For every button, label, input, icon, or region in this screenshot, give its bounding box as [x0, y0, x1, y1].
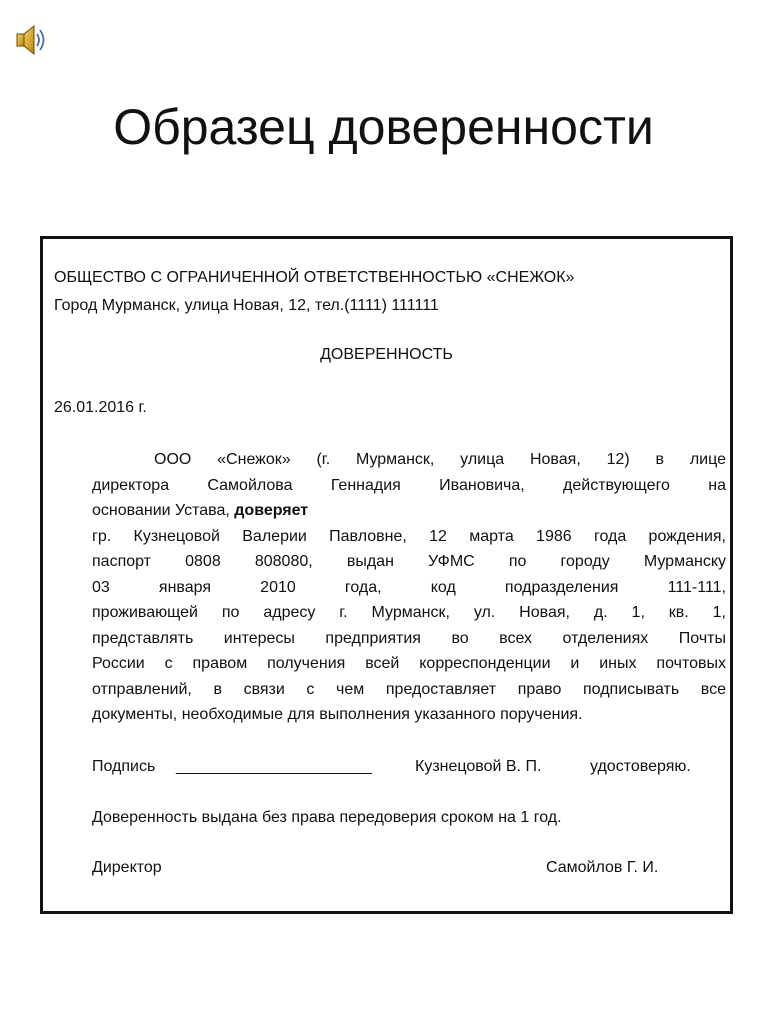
signature-name: Кузнецовой В. П. — [415, 758, 542, 775]
body-line: документы, необходимые для выполнения указанного поручения. — [92, 706, 583, 723]
signature-certify: удостоверяю. — [590, 758, 691, 775]
body-line: отправлений, в связи с чем предоставляет право подписывать все — [92, 680, 726, 698]
body-line: России с правом получения всей корреспонденции и иных почтовых — [92, 655, 726, 672]
signature-line: ______________________ — [176, 758, 372, 775]
document-frame — [40, 236, 733, 914]
body-line: 03 января 2010 года, код подразделения 111-111, — [92, 578, 726, 596]
document-date: 26.01.2016 г. — [54, 399, 147, 416]
organization-name: ОБЩЕСТВО С ОГРАНИЧЕННОЙ ОТВЕТСТВЕННОСТЬЮ «СНЕЖОК» — [54, 269, 575, 286]
body-line-bold: доверяет — [234, 502, 309, 519]
director-name: Самойлов Г. И. — [546, 859, 659, 876]
body-line: ООО «Снежок» (г. Мурманск, улица Новая, 12) в лице — [154, 451, 726, 468]
body-line: директора Самойлова Геннадия Ивановича, действующего на — [92, 476, 726, 494]
body-line — [92, 498, 726, 524]
validity-statement: Доверенность выдана без права передоверия сроком на 1 год. — [92, 809, 562, 826]
speaker-icon[interactable] — [14, 22, 50, 58]
body-line-text: основании Устава, — [92, 502, 230, 519]
speaker-icon-graphic — [14, 22, 50, 58]
director-label: Директор — [92, 859, 162, 876]
body-line: паспорт 0808 808080, выдан УФМС по городу Мурманску — [92, 553, 726, 570]
body-line: проживающей по адресу г. Мурманск, ул. Новая, д. 1, кв. 1, — [92, 604, 726, 621]
organization-address: Город Мурманск, улица Новая, 12, тел.(1111) 111111 — [54, 297, 439, 314]
document-heading: ДОВЕРЕННОСТЬ — [320, 346, 453, 363]
document-body — [92, 447, 726, 728]
signature-label: Подпись — [92, 758, 156, 775]
body-line: гр. Кузнецовой Валерии Павловне, 12 марта 1986 года рождения, — [92, 527, 726, 545]
body-line: представлять интересы предприятия во всех отделениях Почты — [92, 629, 726, 647]
slide-title: Образец доверенности — [113, 99, 654, 155]
